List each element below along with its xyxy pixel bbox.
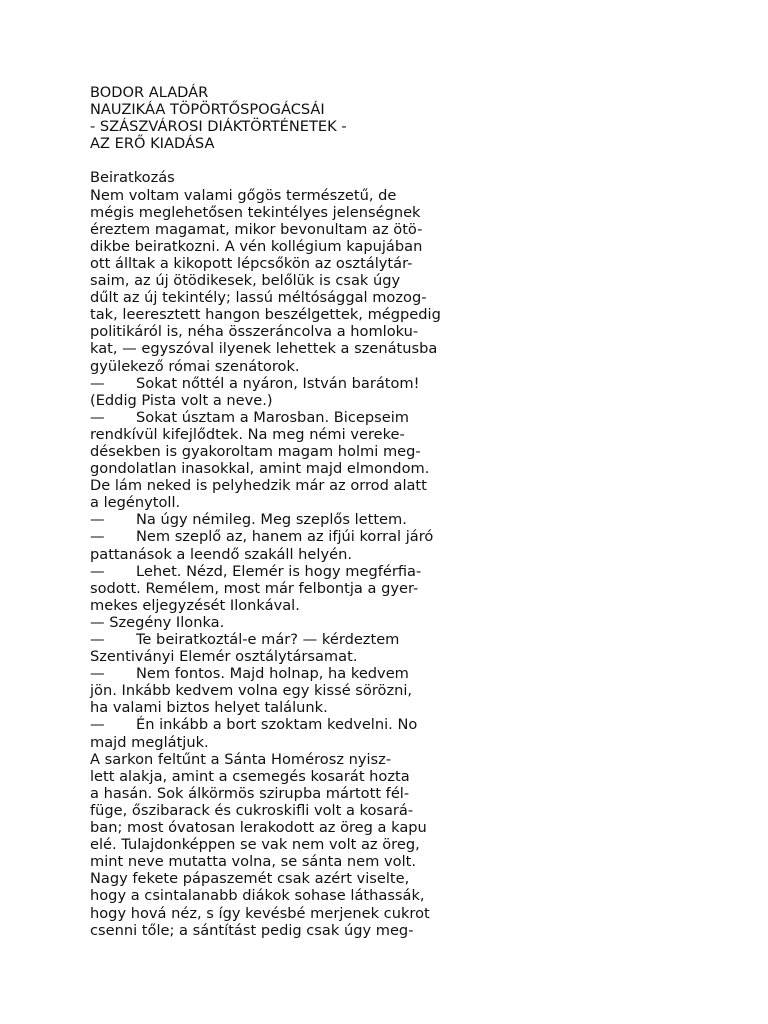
text-line: jön. Inkább kedvem volna egy kissé sörözni, xyxy=(90,682,413,700)
text-line: A sarkon feltűnt a Sánta Homérosz nyisz- xyxy=(90,750,392,768)
text-line: kat, — egyszóval ilyenek lehettek a szenátusba xyxy=(90,340,438,358)
body-text xyxy=(90,187,730,939)
book-title: NAUZIKÁA TÖPÖRTŐSPOGÁCSÁI xyxy=(90,101,325,119)
text-line: hogy a csintalanabb diákok sohase láthassák, xyxy=(90,887,425,905)
text-line: lett alakja, amint a csemegés kosarát hozta xyxy=(90,767,410,785)
dialogue-line xyxy=(90,665,730,682)
text-line: dűlt az új tekintély; lassú méltósággal mozog- xyxy=(90,289,427,307)
text-line: gondolatlan inasokkal, amint majd elmondom. xyxy=(90,460,430,478)
dialogue-text: Na úgy némileg. Meg szeplős lettem. xyxy=(136,511,407,529)
document-page xyxy=(90,84,730,939)
dialogue-text: Sokat úsztam a Marosban. Bicepseim xyxy=(136,408,409,426)
text-line: tak, leeresztett hangon beszélgettek, mégpedig xyxy=(90,306,441,324)
dialogue-dash: — xyxy=(90,665,105,683)
text-line: éreztem magamat, mikor bevonultam az ötö- xyxy=(90,220,423,238)
text-line: a hasán. Sok álkörmös szirupba mártott fél- xyxy=(90,784,410,802)
dialogue-dash: — xyxy=(90,511,105,529)
text-line: (Eddig Pista volt a neve.) xyxy=(90,391,273,409)
text-line: rendkívül kifejlődtek. Na meg némi vereke- xyxy=(90,425,405,443)
dialogue-text: Te beiratkoztál-e már? — kérdeztem xyxy=(136,631,400,648)
dialogue-dash: — xyxy=(90,408,105,426)
spacer xyxy=(90,152,730,169)
text-line: mint neve mutatta volna, se sánta nem volt. xyxy=(90,853,416,871)
dialogue-line xyxy=(90,511,730,528)
dialogue-dash: — xyxy=(90,562,105,580)
dialogue-text: Nem szeplő az, hanem az ifjúi korral járó xyxy=(136,528,434,546)
text-line: sodott. Remélem, most már felbontja a gyer- xyxy=(90,579,419,597)
dialogue-dash: — xyxy=(90,716,105,734)
text-line: De lám neked is pelyhedzik már az orrod alatt xyxy=(90,477,427,495)
dialogue-text: Sokat nőttél a nyáron, István barátom! xyxy=(136,374,420,392)
dialogue-dash: — xyxy=(90,374,105,392)
dialogue-line xyxy=(90,409,730,426)
text-line: gyülekező római szenátorok. xyxy=(90,357,300,375)
text-line: a legénytoll. xyxy=(90,494,181,512)
text-line: — Szegény Ilonka. xyxy=(90,613,225,631)
text-line: ha valami biztos helyet találunk. xyxy=(90,699,328,717)
dialogue-dash: — xyxy=(90,631,105,648)
text-line: hogy hová néz, s így kevésbé merjenek cukrot xyxy=(90,904,430,922)
dialogue-line xyxy=(90,716,730,733)
text-line: ban; most óvatosan lerakodott az öreg a kapu xyxy=(90,819,427,837)
dialogue-line xyxy=(90,528,730,545)
dialogue-dash: — xyxy=(90,528,105,546)
chapter-title: Beiratkozás xyxy=(90,169,175,187)
text-line: ott álltak a kikopott lépcsőkön az osztálytár- xyxy=(90,254,413,272)
text-line: mekes eljegyzését Ilonkával. xyxy=(90,596,300,614)
text-line: Nagy fekete pápaszemét csak azért viselte, xyxy=(90,870,410,888)
text-line: saim, az új ötödikesek, belőlük is csak úgy xyxy=(90,272,401,290)
text-line: Szentiványi Elemér osztálytársamat. xyxy=(90,648,358,666)
text-line: dikbe beiratkozni. A vén kollégium kapujában xyxy=(90,237,423,255)
book-subtitle: - SZÁSZVÁROSI DIÁKTÖRTÉNETEK - xyxy=(90,118,347,136)
author-line: BODOR ALADÁR xyxy=(90,84,209,101)
text-line: majd meglátjuk. xyxy=(90,733,209,751)
text-line: elé. Tulajdonképpen se vak nem volt az öreg, xyxy=(90,836,420,854)
dialogue-text: Nem fontos. Majd holnap, ha kedvem xyxy=(136,665,409,683)
dialogue-line xyxy=(90,631,730,648)
dialogue-line xyxy=(90,563,730,580)
text-line: pattanások a leendő szakáll helyén. xyxy=(90,545,352,563)
text-line: Nem voltam valami gőgös természetű, de xyxy=(90,186,397,204)
text-line: füge, őszibarack és cukroskifli volt a kosará- xyxy=(90,801,414,819)
dialogue-text: Lehet. Nézd, Elemér is hogy megférfia- xyxy=(136,562,422,580)
publisher-line: AZ ERŐ KIADÁSA xyxy=(90,135,215,153)
text-line: politikáról is, néha összeráncolva a homloku- xyxy=(90,323,419,341)
text-line: mégis meglehetősen tekintélyes jelenségnek xyxy=(90,203,421,221)
dialogue-text: Én inkább a bort szoktam kedvelni. No xyxy=(136,716,418,734)
dialogue-line xyxy=(90,375,730,392)
text-line: désekben is gyakoroltam magam holmi meg- xyxy=(90,442,421,460)
text-line: csenni tőle; a sántítást pedig csak úgy meg- xyxy=(90,921,414,939)
